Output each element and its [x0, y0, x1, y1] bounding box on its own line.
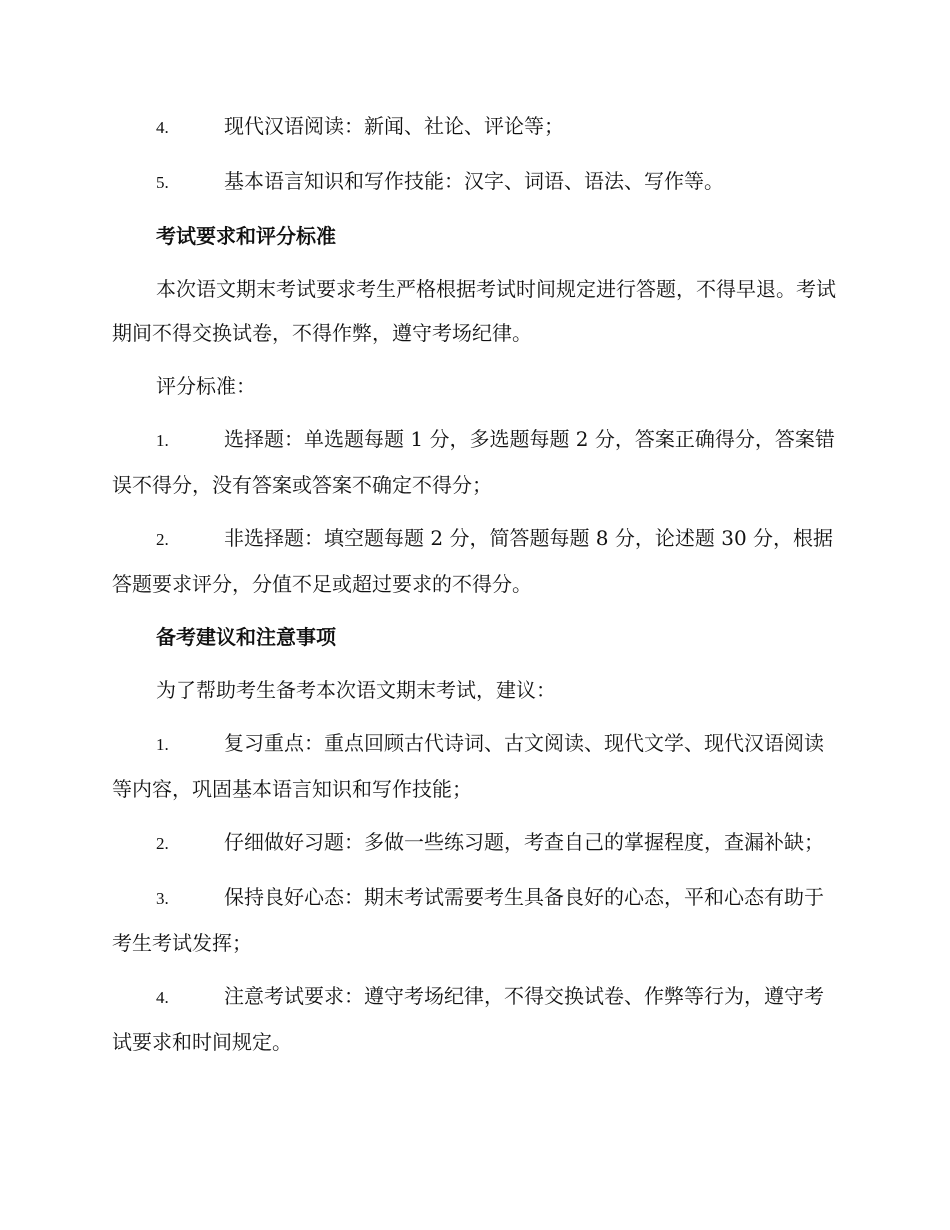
list-number: 2.	[156, 530, 169, 549]
list-item	[112, 516, 838, 606]
paragraph: 为了帮助考生备考本次语文期末考试，建议：	[156, 678, 556, 702]
list-text: 现代汉语阅读：新闻、社论、评论等；	[224, 114, 564, 138]
section-heading: 考试要求和评分标准	[156, 224, 336, 248]
document-page	[112, 104, 838, 1073]
list-text: 选择题：单选题每题 1 分，多选题每题 2 分，答案正确得分，答案错误不得分，没有答案或答案不确定不得分；	[112, 427, 835, 497]
list-number: 1.	[156, 431, 169, 450]
list-item	[112, 820, 838, 866]
list-item	[112, 159, 838, 205]
list-item	[112, 875, 838, 965]
list-number: 5.	[156, 173, 169, 192]
list-text: 复习重点：重点回顾古代诗词、古文阅读、现代文学、现代汉语阅读等内容，巩固基本语言知识和写作技能；	[112, 731, 824, 801]
list-number: 2.	[156, 834, 169, 853]
list-number: 3.	[156, 889, 169, 908]
list-text: 基本语言知识和写作技能：汉字、词语、语法、写作等。	[224, 169, 724, 193]
list-text: 注意考试要求：遵守考场纪律，不得交换试卷、作弊等行为，遵守考试要求和时间规定。	[112, 984, 824, 1054]
list-number: 1.	[156, 735, 169, 754]
list-number: 4.	[156, 118, 169, 137]
section-heading: 备考建议和注意事项	[156, 625, 336, 649]
list-item	[112, 974, 838, 1064]
list-text: 保持良好心态：期末考试需要考生具备良好的心态，平和心态有助于考生考试发挥；	[112, 885, 824, 955]
list-number: 4.	[156, 988, 169, 1007]
subheading-text: 评分标准：	[156, 374, 256, 398]
list-item	[112, 417, 838, 507]
list-text: 非选择题：填空题每题 2 分，简答题每题 8 分，论述题 30 分，根据答题要求评分，分值不足或超过要求的不得分。	[112, 526, 834, 596]
list-item	[112, 721, 838, 811]
list-text: 仔细做好习题：多做一些练习题，考查自己的掌握程度，查漏补缺；	[224, 830, 824, 854]
paragraph: 本次语文期末考试要求考生严格根据考试时间规定进行答题，不得早退。考试期间不得交换试卷，不得作弊，遵守考场纪律。	[112, 277, 836, 345]
list-item	[112, 104, 838, 150]
